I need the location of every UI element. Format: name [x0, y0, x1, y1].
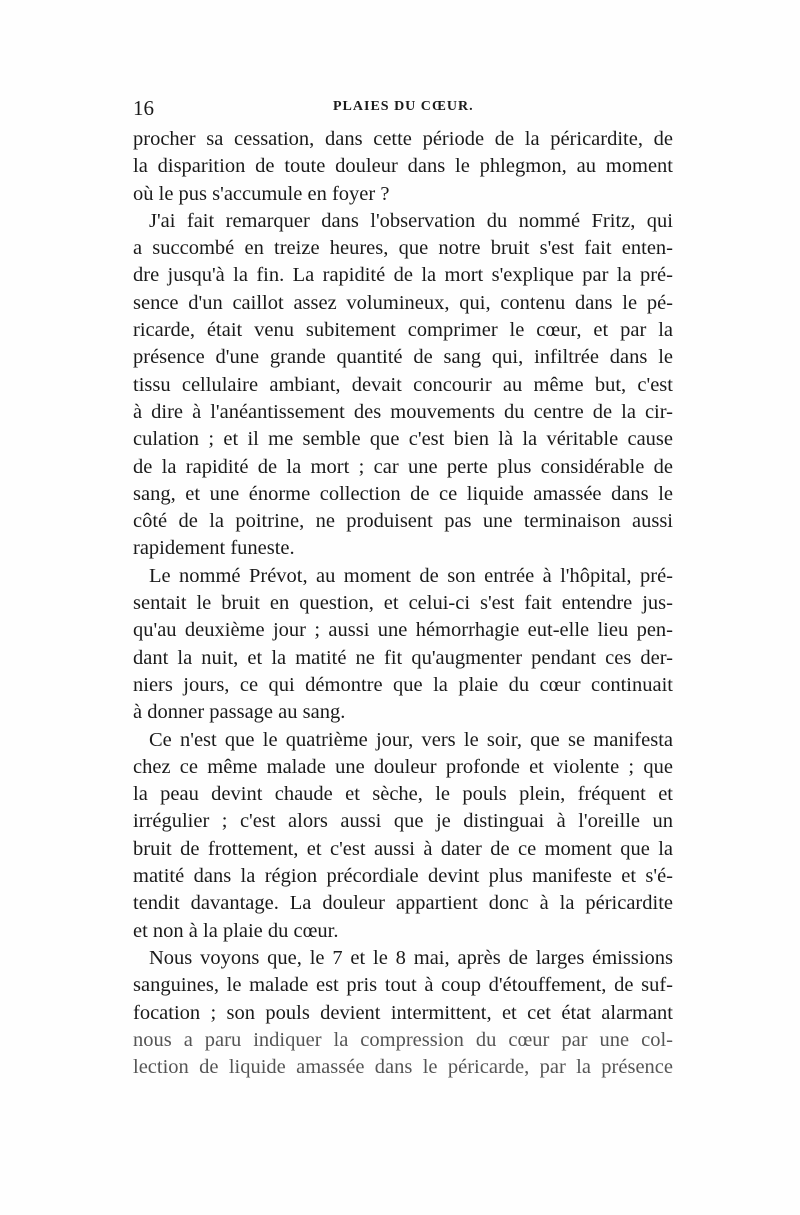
paragraph [133, 208, 673, 563]
text-line: nous a paru indiquer la compression du cœur par une col- [133, 1028, 673, 1051]
text-line: rapidement funeste. [133, 537, 295, 560]
text-line: culation ; et il me semble que c'est bien là la véritable cause [133, 428, 673, 451]
page-number: 16 [133, 96, 154, 120]
text-line: côté de la poitrine, ne produisent pas une terminaison aussi [133, 510, 673, 533]
text-line: à dire à l'anéantissement des mouvements du centre de la cir- [133, 400, 673, 423]
text-line: la disparition de toute douleur dans le phlegmon, au moment [133, 155, 673, 178]
running-title: PLAIES DU CŒUR. [333, 99, 474, 114]
text-line: dre jusqu'à la fin. La rapidité de la mort s'explique par la pré- [133, 264, 673, 287]
text-line: chez ce même malade une douleur profonde et violente ; que [133, 755, 673, 778]
text-line: niers jours, ce qui démontre que la plaie du cœur continuait [133, 673, 673, 696]
body-text [133, 126, 673, 1081]
text-line: où le pus s'accumule en foyer ? [133, 182, 390, 205]
paragraph [133, 126, 673, 208]
text-line: lection de liquide amassée dans le péricarde, par la présence [133, 1056, 673, 1079]
paragraph [133, 563, 673, 727]
text-line: matité dans la région précordiale devint plus manifeste et s'é- [133, 865, 673, 888]
text-line: J'ai fait remarquer dans l'observation du nommé Fritz, qui [149, 209, 673, 232]
text-line: ricarde, était venu subitement comprimer le cœur, et par la [133, 319, 673, 342]
text-line: de la rapidité de la mort ; car une perte plus considérable de [133, 455, 673, 478]
text-line: sang, et une énorme collection de ce liquide amassée dans le [133, 482, 673, 505]
text-line: à donner passage au sang. [133, 701, 346, 724]
text-line: Le nommé Prévot, au moment de son entrée à l'hôpital, pré- [149, 564, 673, 587]
text-line: a succombé en treize heures, que notre bruit s'est fait enten- [133, 237, 673, 260]
text-line: Ce n'est que le quatrième jour, vers le soir, que se manifesta [149, 728, 673, 751]
text-line: sence d'un caillot assez volumineux, qui, contenu dans le pé- [133, 291, 673, 314]
text-line: sentait le bruit en question, et celui-ci s'est fait entendre jus- [133, 592, 673, 615]
page-header [133, 96, 673, 124]
text-line: la peau devint chaude et sèche, le pouls plein, fréquent et [133, 783, 673, 806]
text-line: tendit davantage. La douleur appartient donc à la péricardite [133, 892, 673, 915]
text-line: irrégulier ; c'est alors aussi que je distinguai à l'oreille un [133, 810, 673, 833]
paragraph [133, 945, 673, 1081]
text-line: bruit de frottement, et c'est aussi à dater de ce moment que la [133, 837, 673, 860]
text-line: dant la nuit, et la matité ne fit qu'augmenter pendant ces der- [133, 646, 673, 669]
text-line: qu'au deuxième jour ; aussi une hémorrhagie eut-elle lieu pen- [133, 619, 673, 642]
text-line: sanguines, le malade est pris tout à coup d'étouffement, de suf- [133, 974, 673, 997]
text-line: et non à la plaie du cœur. [133, 919, 339, 942]
text-line: Nous voyons que, le 7 et le 8 mai, après de larges émissions [149, 946, 673, 969]
text-line: présence d'une grande quantité de sang qui, infiltrée dans le [133, 346, 673, 369]
text-line: tissu cellulaire ambiant, devait concourir au même but, c'est [133, 373, 673, 396]
paragraph [133, 727, 673, 945]
text-line: focation ; son pouls devient intermittent, et cet état alarmant [133, 1001, 673, 1024]
text-line: procher sa cessation, dans cette période de la péricardite, de [133, 128, 673, 150]
